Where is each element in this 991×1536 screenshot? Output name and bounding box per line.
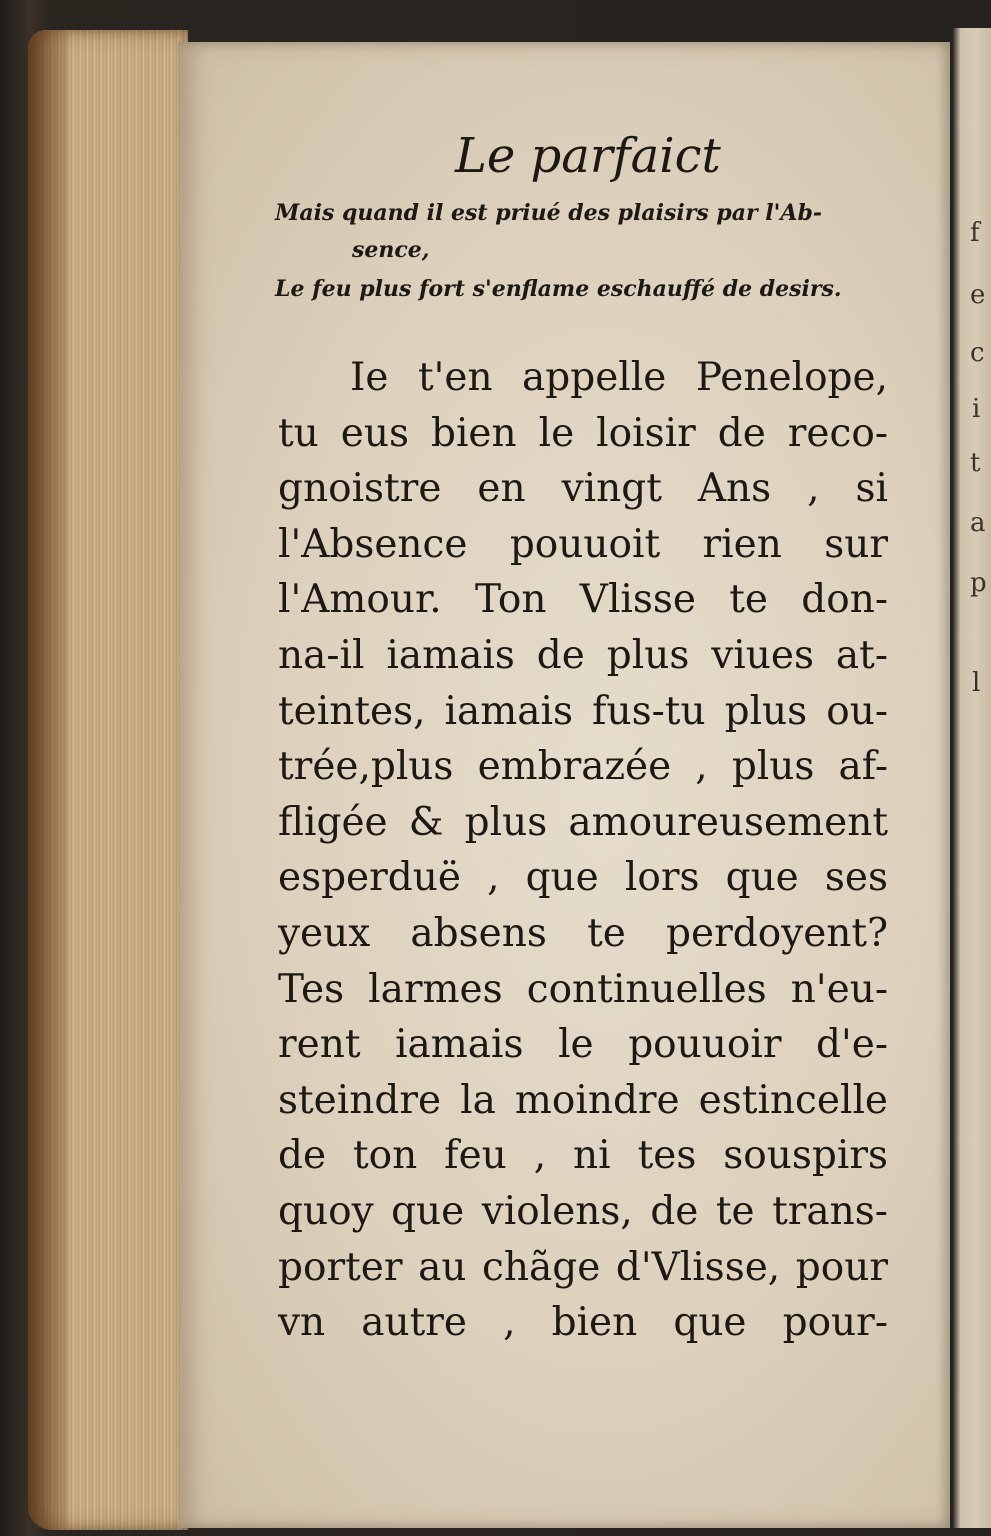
verse-line: Le feu plus fort s'enflame eschauffé de desirs.: [275, 276, 842, 302]
body-text: [278, 350, 888, 1351]
body-line: Tes larmes continuelles n'eu-: [278, 966, 888, 1012]
body-line: rent iamais le pouuoir d'e-: [278, 1022, 888, 1068]
next-page-glyph: l: [972, 668, 981, 698]
body-line: esperduë , que lors que ses: [278, 855, 888, 901]
running-head: Le parfaict: [455, 128, 721, 184]
next-page-glyph: a: [970, 508, 986, 538]
body-line: steindre la moindre estincelle: [278, 1077, 888, 1123]
next-page-edge: [952, 28, 991, 1528]
verse-line: Mais quand il est priué des plaisirs par l'Ab-: [275, 200, 822, 226]
next-page-glyph: c: [970, 338, 985, 368]
body-line: teintes, iamais fus-tu plus ou-: [278, 688, 888, 734]
body-line: l'Amour. Ton Vlisse te don-: [278, 577, 888, 623]
body-line: fligée & plus amoureusement: [278, 799, 888, 845]
body-line: trée,plus embrazée , plus af-: [278, 744, 888, 790]
next-page-glyph: p: [970, 568, 987, 598]
body-line: na-il iamais de plus viues at-: [278, 632, 888, 678]
body-line: de ton feu , ni tes souspirs: [278, 1133, 888, 1179]
body-line: l'Absence pouuoit rien sur: [278, 521, 888, 567]
body-line: yeux absens te perdoyent?: [278, 910, 888, 956]
binding-shadow: [28, 30, 68, 1530]
next-page-glyph: e: [970, 280, 986, 310]
body-line: quoy que violens, de te trans-: [278, 1188, 888, 1234]
body-line: gnoistre en vingt Ans , si: [278, 466, 888, 512]
next-page-glyph: f: [970, 218, 980, 248]
next-page-glyph: i: [972, 394, 981, 424]
body-line: porter au chãge d'Vlisse, pour: [278, 1244, 888, 1290]
verse-line: sence,: [352, 237, 430, 263]
body-line: vn autre , bien que pour-: [278, 1300, 888, 1346]
next-page-glyph: t: [970, 448, 981, 478]
body-line: tu eus bien le loisir de reco-: [278, 410, 888, 456]
body-line: Ie t'en appelle Penelope,: [350, 355, 888, 400]
